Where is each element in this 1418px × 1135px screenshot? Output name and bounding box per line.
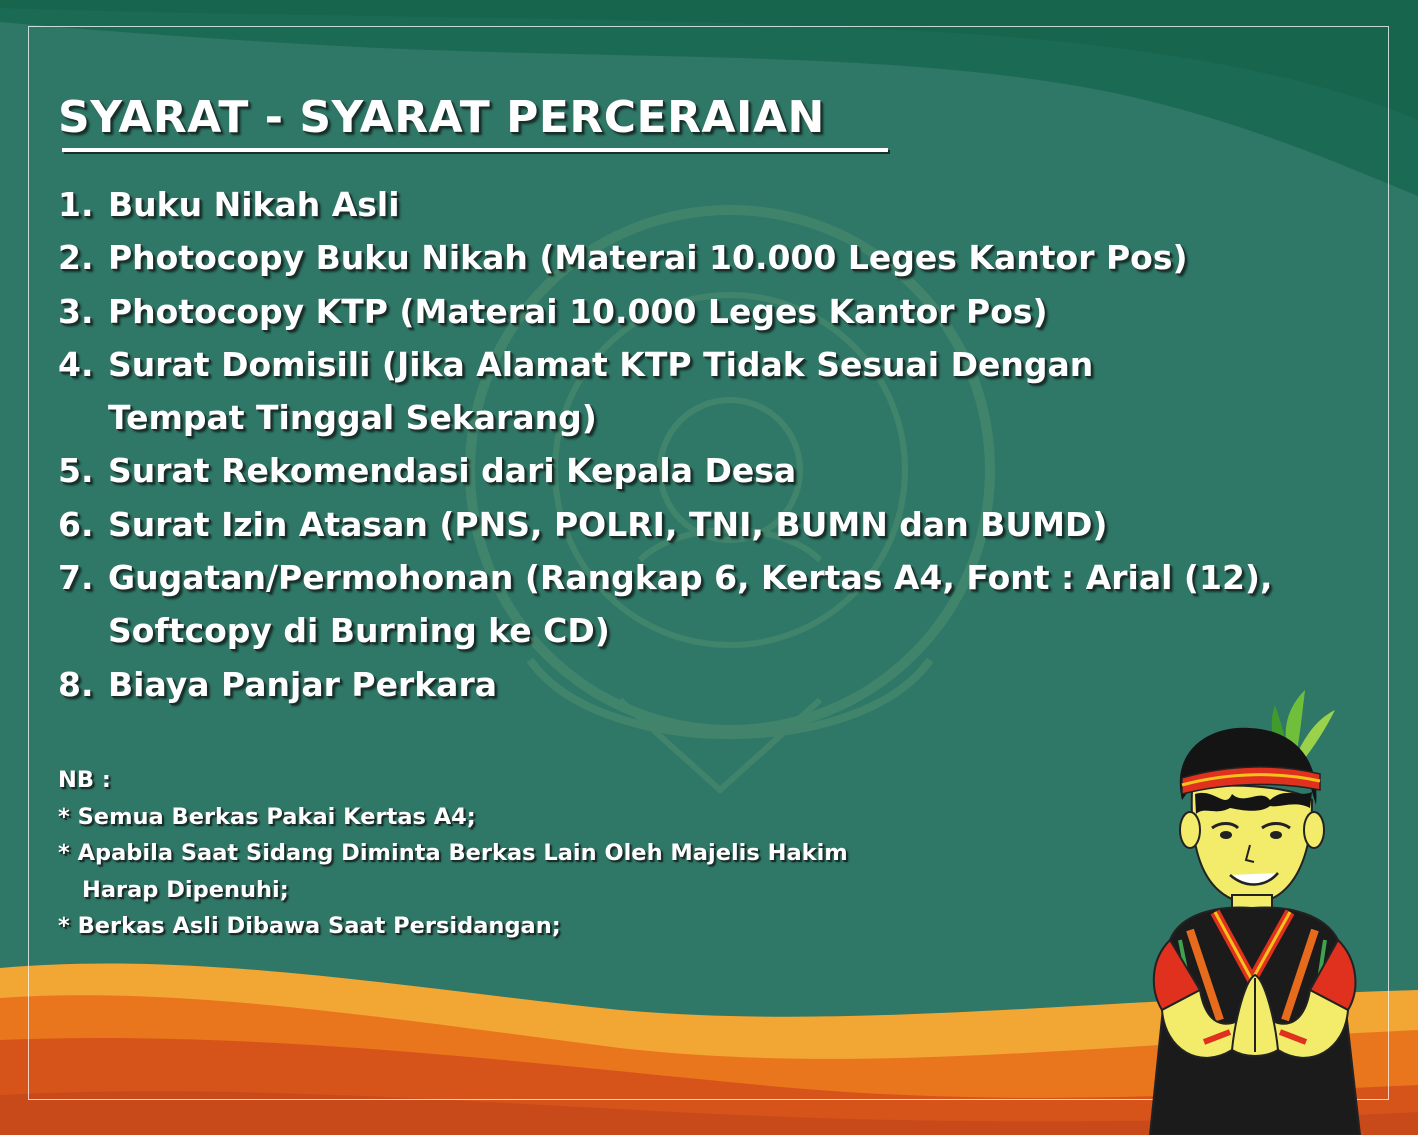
- list-number: 3.: [58, 291, 94, 331]
- list-text: Photocopy Buku Nikah (Materai 10.000 Leges Kantor Pos): [108, 238, 1188, 278]
- note-line: * Apabila Saat Sidang Diminta Berkas Lain Oleh Majelis Hakim: [58, 840, 848, 866]
- list-item: [58, 285, 1273, 338]
- title-underline: [62, 148, 888, 152]
- list-number: 8.: [58, 664, 94, 704]
- page-title: SYARAT - SYARAT PERCERAIAN: [58, 92, 825, 143]
- traditional-dress-greeting-boy-icon: [1120, 690, 1400, 1135]
- list-text: Surat Rekomendasi dari Kepala Desa: [108, 451, 797, 491]
- list-text: Surat Domisili (Jika Alamat KTP Tidak Sesuai Dengan Tempat Tinggal Sekarang): [108, 344, 1094, 438]
- note-line: * Semua Berkas Pakai Kertas A4;: [58, 803, 476, 830]
- list-item: [58, 498, 1273, 551]
- list-item: [58, 444, 1273, 497]
- list-number: 6.: [58, 504, 94, 544]
- notes-block: [58, 762, 848, 945]
- list-item: [58, 551, 1273, 658]
- list-text: Surat Izin Atasan (PNS, POLRI, TNI, BUMN dan BUMD): [108, 504, 1108, 544]
- list-item: [58, 231, 1273, 284]
- list-number: 4.: [58, 344, 94, 384]
- list-number: 1.: [58, 185, 94, 224]
- list-item: [58, 338, 1273, 445]
- note-line: * Berkas Asli Dibawa Saat Persidangan;: [58, 913, 561, 939]
- notes-heading: NB :: [58, 767, 111, 793]
- list-item: [58, 178, 1273, 231]
- requirements-list: [58, 178, 1273, 711]
- note-line: Harap Dipenuhi;: [82, 876, 289, 903]
- list-text: Buku Nikah Asli: [108, 185, 400, 224]
- list-text: Biaya Panjar Perkara: [108, 664, 497, 704]
- list-text: Photocopy KTP (Materai 10.000 Leges Kantor Pos): [108, 291, 1048, 331]
- list-text: Gugatan/Permohonan (Rangkap 6, Kertas A4, Font : Arial (12), Softcopy di Burning ke CD): [108, 558, 1273, 651]
- list-number: 2.: [58, 238, 94, 278]
- list-item: [58, 658, 1273, 711]
- list-number: 5.: [58, 451, 94, 491]
- list-number: 7.: [58, 558, 94, 598]
